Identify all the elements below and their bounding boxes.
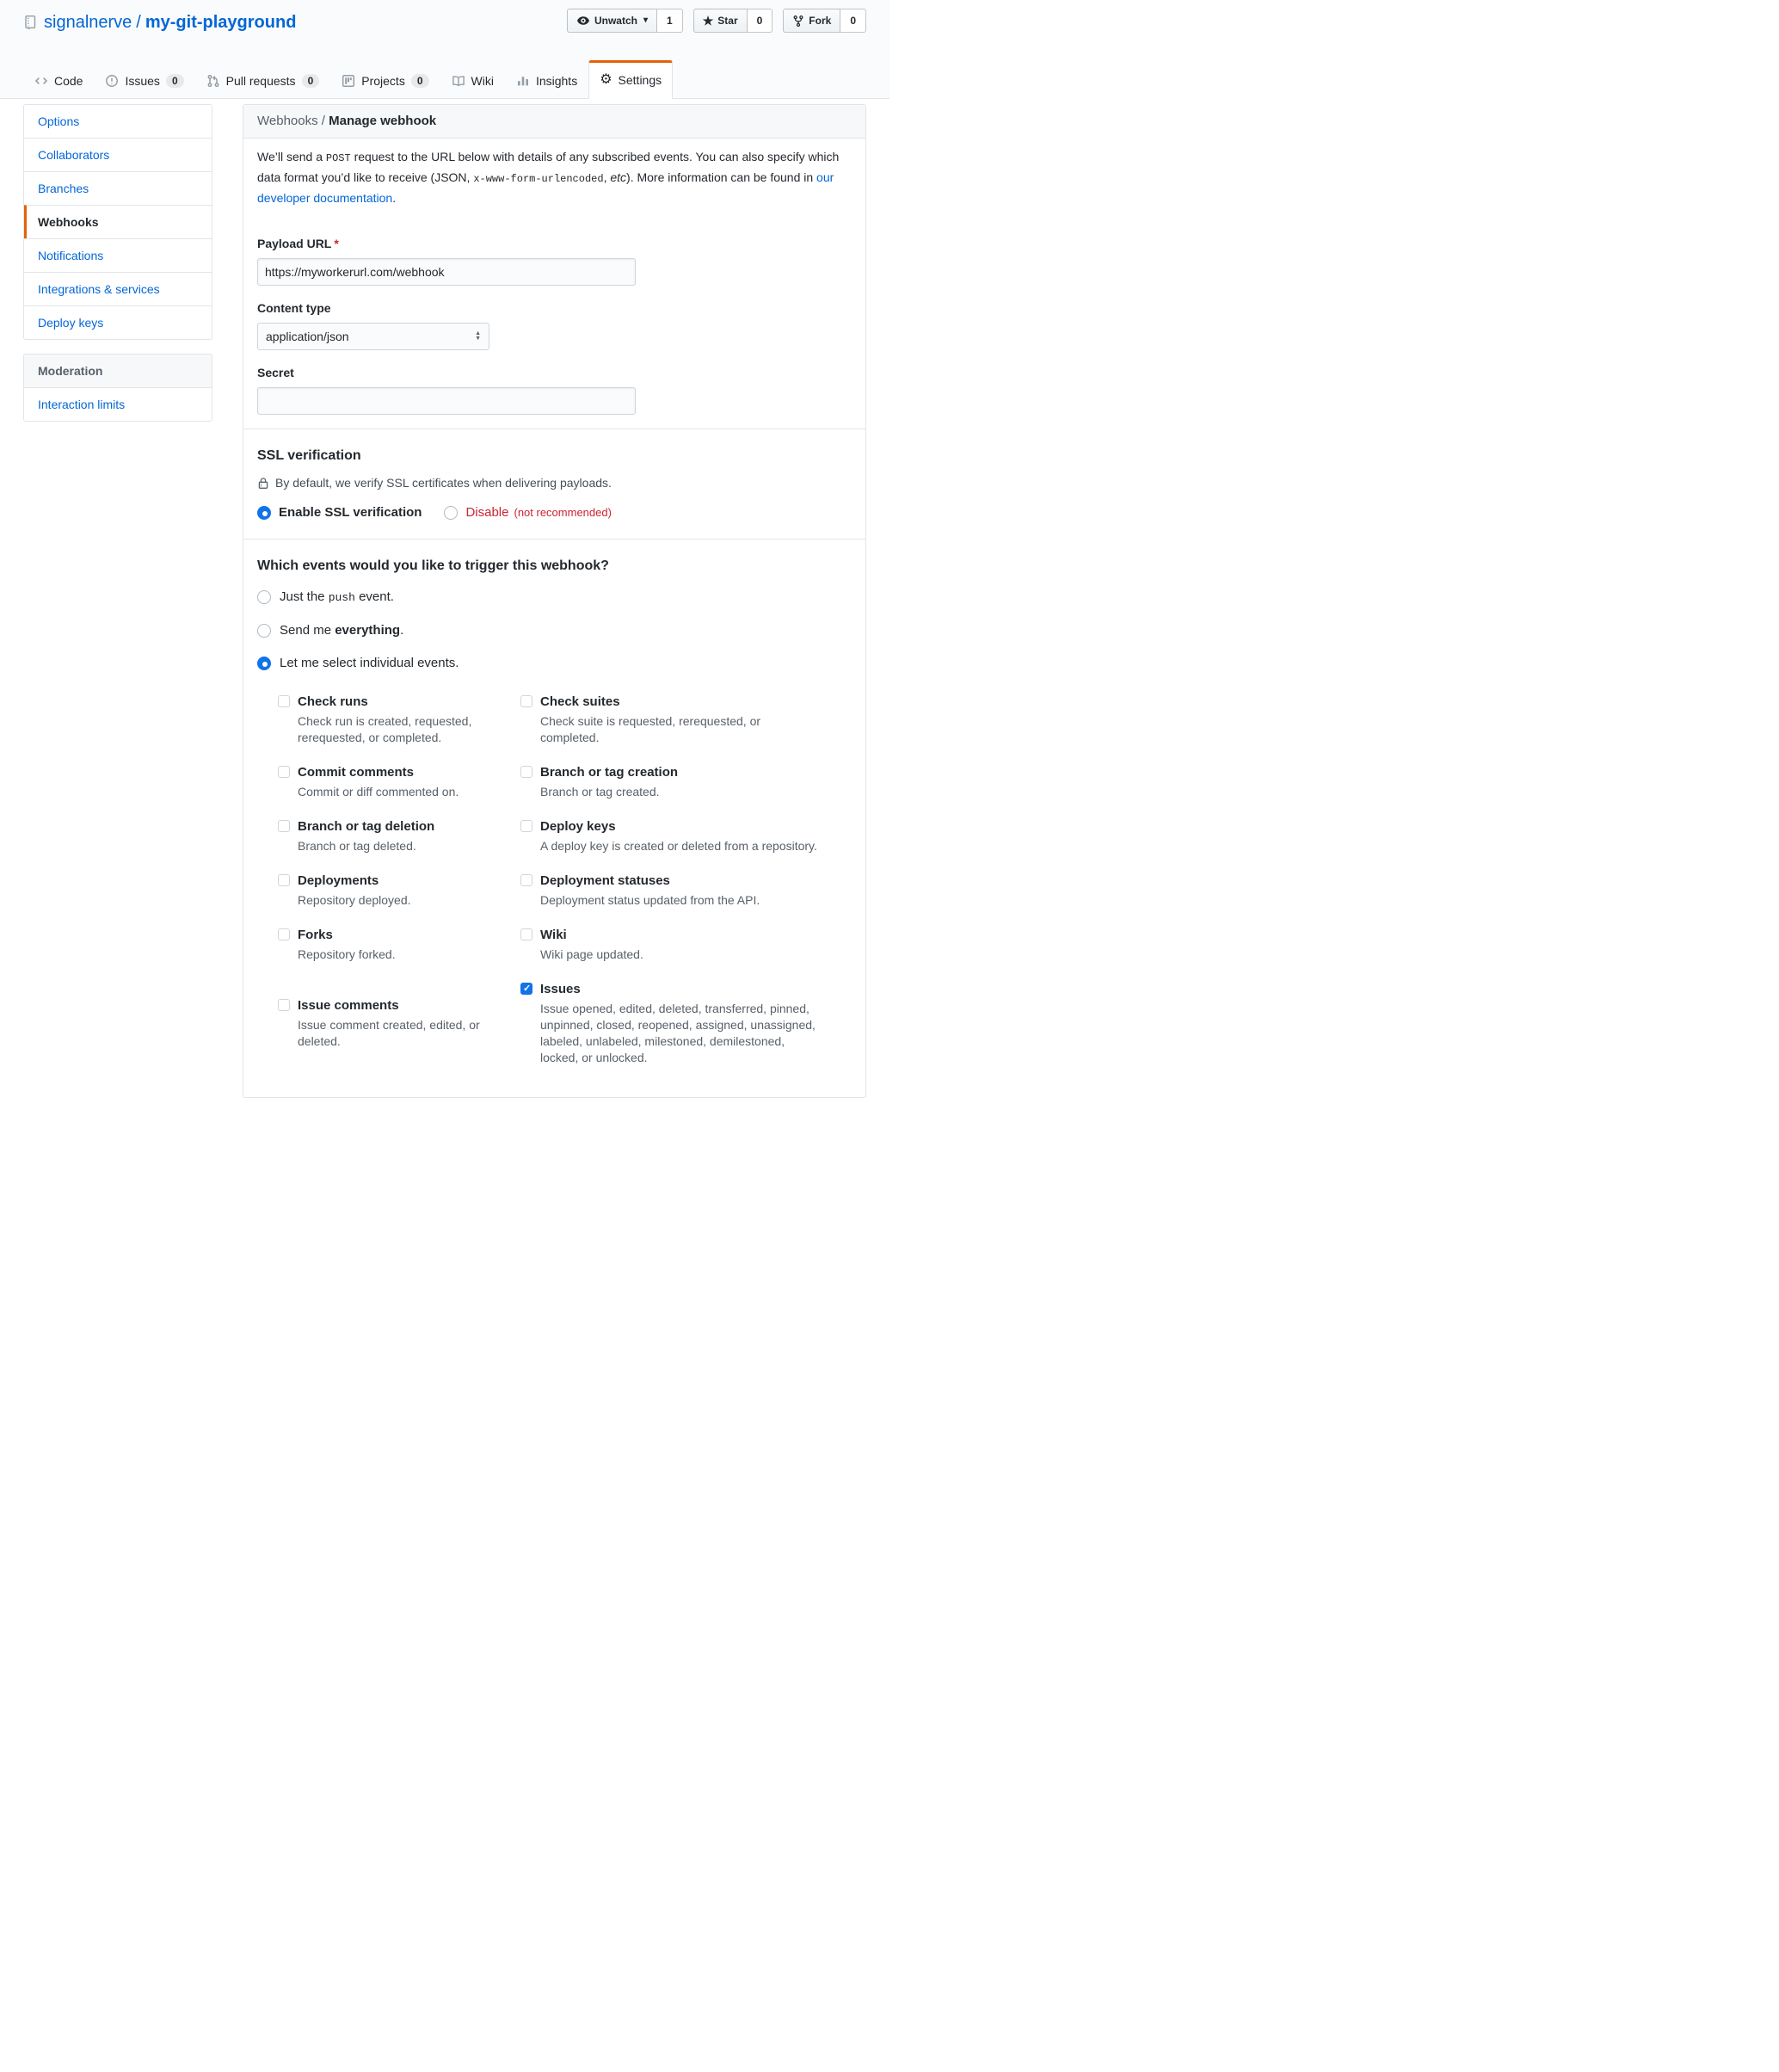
tab-label: Issues (125, 74, 160, 88)
description-text: ). More information can be found in (626, 170, 817, 184)
content-type-value: application/json (266, 330, 349, 343)
star-icon: ★ (702, 14, 714, 28)
tab-settings[interactable] (588, 60, 673, 99)
unwatch-label: Unwatch (594, 15, 637, 27)
event-row (278, 872, 852, 909)
event-label[interactable]: Commit comments (298, 765, 415, 780)
tab-projects[interactable] (330, 61, 440, 99)
webhook-form (243, 218, 865, 429)
star-count[interactable]: 0 (748, 9, 773, 33)
fork-button[interactable] (783, 9, 840, 33)
event-checkbox-item (520, 693, 852, 746)
webhook-description (243, 139, 865, 218)
ssl-enable-option (257, 505, 422, 520)
event-row (278, 817, 852, 854)
event-description: Deployment status updated from the API. (540, 893, 760, 907)
repo-name-link[interactable]: my-git-playground (145, 13, 297, 32)
gear-icon: ⚙ (600, 72, 612, 87)
developer-documentation-link[interactable]: our developer documentation (257, 170, 834, 205)
event-description: Commit or diff commented on. (298, 785, 459, 799)
pull-requests-count-badge: 0 (302, 74, 320, 88)
caret-down-icon: ▾ (643, 15, 649, 25)
fork-count[interactable]: 0 (840, 9, 866, 33)
sidebar-item-options[interactable]: Options (38, 114, 80, 128)
event-checkbox[interactable] (520, 766, 532, 778)
event-row (278, 926, 852, 963)
page-title: Manage webhook (329, 114, 437, 128)
events-section (243, 540, 865, 1097)
individual-events-radio[interactable] (257, 657, 271, 670)
unwatch-button[interactable] (567, 9, 657, 33)
event-description: Branch or tag deleted. (298, 839, 416, 853)
secret-input[interactable] (257, 387, 636, 415)
sidebar-item-branches[interactable]: Branches (24, 171, 212, 205)
event-row (278, 693, 852, 746)
push-radio[interactable] (257, 590, 271, 604)
star-button-group (693, 9, 773, 33)
project-icon (342, 74, 355, 88)
breadcrumb (243, 105, 865, 139)
tab-wiki[interactable] (440, 61, 505, 99)
moderation-menu (23, 354, 212, 422)
event-grid (278, 693, 852, 1066)
push-option-label[interactable]: Just the push event. (280, 589, 394, 604)
event-description: Issue comment created, edited, or deleted. (298, 1018, 480, 1048)
tab-label: Settings (618, 73, 662, 87)
event-description: Check suite is requested, rerequested, or completed. (540, 714, 761, 744)
star-button[interactable] (693, 9, 748, 33)
ssl-note (257, 474, 852, 491)
everything-radio[interactable] (257, 624, 271, 638)
ssl-verification-section (243, 429, 865, 540)
settings-menu (23, 104, 212, 340)
tab-issues[interactable] (94, 61, 194, 99)
tab-label: Insights (535, 74, 578, 88)
secret-label: Secret (257, 366, 294, 379)
event-label[interactable]: Deployments (298, 873, 379, 888)
event-checkbox[interactable] (520, 874, 532, 886)
repo-separator: / (136, 13, 141, 32)
event-label[interactable]: Deployment statuses (540, 873, 670, 888)
events-title: Which events would you like to trigger this webhook? (257, 558, 609, 573)
sidebar-item-deploy-keys[interactable]: Deploy keys (24, 305, 212, 339)
event-option-everything (257, 621, 852, 639)
event-checkbox[interactable] (520, 983, 532, 995)
event-checkbox[interactable] (278, 695, 290, 707)
event-checkbox-item (520, 926, 852, 963)
event-checkbox[interactable] (278, 928, 290, 940)
event-label[interactable]: Check suites (540, 694, 620, 709)
graph-icon (516, 74, 530, 88)
eye-icon (576, 14, 590, 28)
sidebar-item-interaction-limits[interactable]: Interaction limits (24, 387, 212, 421)
watch-count[interactable]: 1 (657, 9, 683, 33)
event-checkbox-item (520, 872, 852, 909)
event-checkbox[interactable] (520, 695, 532, 707)
page-header (0, 0, 890, 99)
tab-code[interactable] (23, 61, 94, 99)
git-pull-request-icon (206, 74, 220, 88)
repo-nav (23, 60, 673, 99)
required-asterisk: * (334, 237, 339, 250)
event-checkbox-item (520, 980, 852, 1066)
description-text: We’ll send a (257, 150, 326, 163)
push-code: push (328, 591, 355, 604)
repo-actions (557, 9, 866, 33)
description-text: . (392, 191, 397, 205)
star-label: Star (717, 15, 738, 27)
tab-label: Code (54, 74, 83, 88)
event-checkbox[interactable] (278, 820, 290, 832)
event-option-push (257, 588, 852, 607)
event-checkbox-item (278, 872, 520, 909)
event-checkbox[interactable] (278, 999, 290, 1011)
ssl-verification-title: SSL verification (257, 448, 361, 463)
event-checkbox[interactable] (278, 766, 290, 778)
repo-forked-icon (792, 15, 804, 28)
ssl-disable-note: (not recommended) (514, 506, 612, 519)
event-checkbox-item (520, 763, 852, 800)
event-checkbox-item (278, 926, 520, 963)
content-type-select[interactable] (257, 323, 489, 350)
individual-option-label[interactable]: Let me select individual events. (280, 656, 459, 670)
projects-count-badge: 0 (411, 74, 429, 88)
event-description: Repository deployed. (298, 893, 411, 907)
lock-icon (257, 477, 269, 490)
issues-count-badge: 0 (166, 74, 184, 88)
payload-url-label: Payload URL * (257, 237, 339, 250)
book-icon (452, 74, 465, 88)
event-checkbox[interactable] (278, 874, 290, 886)
event-description: Repository forked. (298, 947, 396, 961)
event-description: Issue opened, edited, deleted, transferred, pinned, unpinned, closed, reopened, assigned, unassigned, labeled, unlabeled, milestoned, demilestoned, locked, or unlocked. (540, 1002, 816, 1064)
event-label[interactable]: Issue comments (298, 998, 399, 1013)
event-checkbox-item (278, 763, 520, 800)
ssl-enable-radio[interactable] (257, 506, 271, 520)
event-description: Branch or tag created. (540, 785, 660, 799)
repo-icon (23, 15, 44, 30)
fork-button-group (783, 9, 866, 33)
sidebar-item-notifications[interactable]: Notifications (24, 238, 212, 272)
post-code: POST (325, 152, 351, 164)
etc-italic: etc (610, 170, 627, 184)
ssl-enable-label[interactable]: Enable SSL verification (279, 505, 422, 520)
event-checkbox-item (278, 817, 520, 854)
event-label[interactable]: Deploy keys (540, 819, 616, 834)
event-label[interactable]: Check runs (298, 694, 368, 709)
event-checkbox-item (278, 693, 520, 746)
ssl-note-text: By default, we verify SSL certificates when delivering payloads. (275, 476, 612, 490)
everything-option-label[interactable]: Send me everything. (280, 623, 404, 638)
event-checkbox-item (520, 817, 852, 854)
event-description: Wiki page updated. (540, 947, 643, 961)
urlencoded-code: x-www-form-urlencoded (473, 173, 604, 185)
description-text: , (603, 170, 611, 184)
sidebar-item-webhooks[interactable]: Webhooks (24, 205, 212, 238)
event-label[interactable]: Branch or tag deletion (298, 819, 435, 834)
payload-url-input[interactable] (257, 258, 636, 286)
tab-insights[interactable] (505, 61, 588, 99)
event-description: A deploy key is created or deleted from a repository. (540, 839, 817, 853)
event-checkbox[interactable] (520, 820, 532, 832)
repo-owner-link[interactable]: signalnerve (44, 13, 132, 32)
event-label[interactable]: Issues (540, 982, 581, 996)
webhook-panel (243, 104, 866, 1098)
fork-label: Fork (809, 15, 832, 27)
code-icon (34, 74, 48, 88)
ssl-disable-radio[interactable] (444, 506, 458, 520)
event-description: Check run is created, requested, rerequested, or completed. (298, 714, 472, 744)
event-checkbox-item (278, 996, 520, 1050)
updown-arrows-icon: ▲ ▼ (475, 330, 481, 342)
tab-label: Projects (361, 74, 405, 88)
event-label[interactable]: Branch or tag creation (540, 765, 679, 780)
ssl-disable-option (444, 505, 611, 520)
event-label[interactable]: Forks (298, 928, 333, 942)
settings-sidebar (23, 104, 212, 435)
event-label[interactable]: Wiki (540, 928, 567, 942)
sidebar-item-collaborators[interactable]: Collaborators (24, 138, 212, 171)
breadcrumb-webhooks-link[interactable]: Webhooks (257, 114, 318, 128)
tab-label: Wiki (471, 74, 494, 88)
ssl-disable-label[interactable]: Disable (465, 505, 509, 520)
event-row (278, 980, 852, 1066)
issue-opened-icon (105, 74, 119, 88)
watch-button-group (567, 9, 683, 33)
moderation-header: Moderation (24, 355, 212, 387)
description-text: request to the URL below with details of any subscribed events. You can also specify which data format you’d like to receive (JSON, (257, 150, 840, 184)
settings-content (23, 104, 866, 1098)
content-type-label: Content type (257, 301, 331, 315)
tab-pull-requests[interactable] (195, 61, 331, 99)
sidebar-item-integrations[interactable]: Integrations & services (24, 272, 212, 305)
ssl-radio-row (257, 505, 852, 520)
breadcrumb-separator: / (317, 114, 329, 128)
event-option-individual (257, 654, 852, 672)
tab-label: Pull requests (225, 74, 296, 88)
event-row (278, 763, 852, 800)
repo-breadcrumb (23, 11, 296, 34)
event-checkbox[interactable] (520, 928, 532, 940)
